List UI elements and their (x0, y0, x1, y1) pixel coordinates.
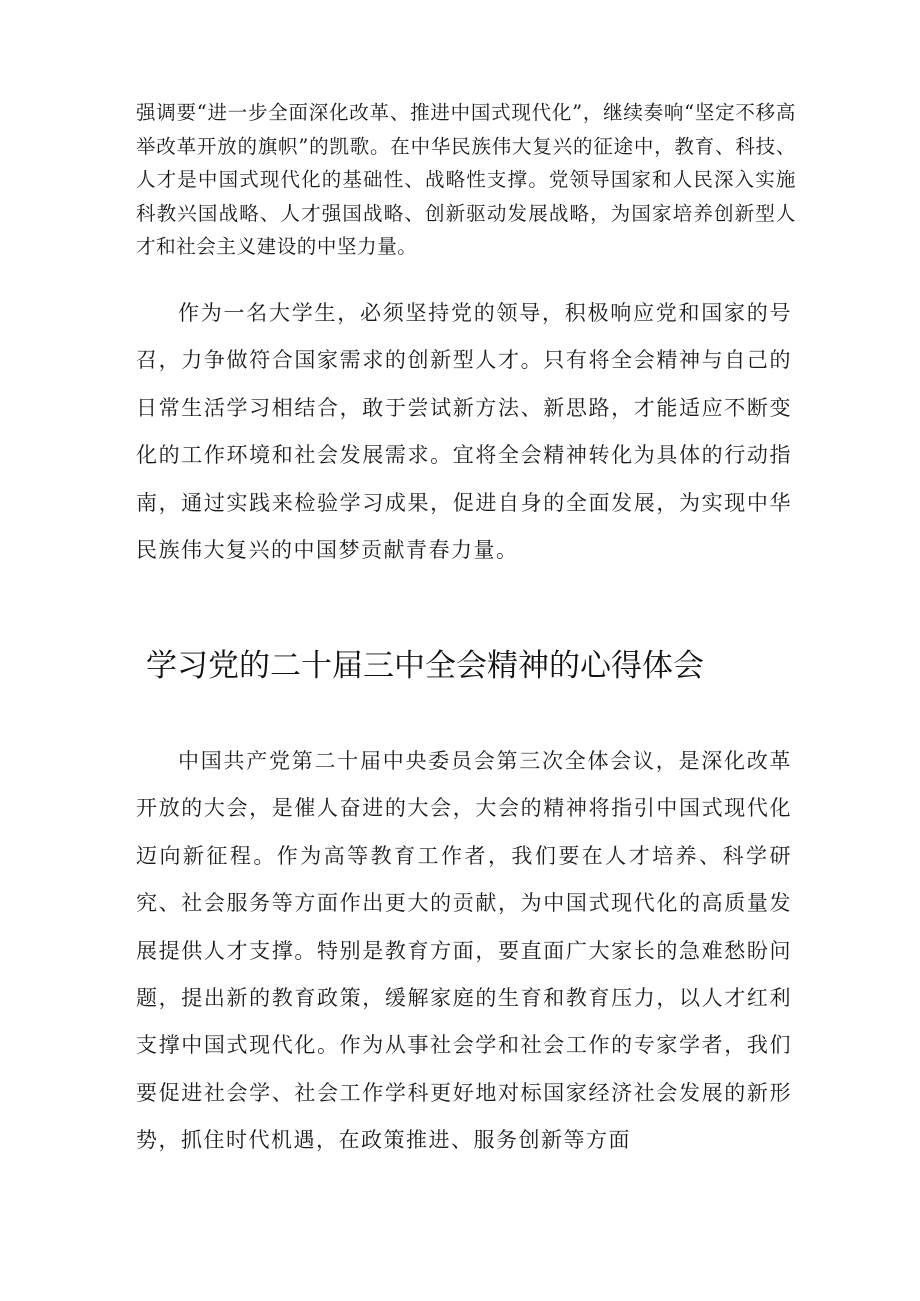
section-heading: 学习党的二十届三中全会精神的心得体会 (146, 648, 704, 684)
paragraph-university-student: 作为一名大学生，必须坚持党的领导，积极响应党和国家的号召，力争做符合国家需求的创新型人才。只有将全会精神与自己的日常生活学习相结合，敢于尝试新方法、新思路，才能适应不断变化的工作环境和社会发展需求。宜将全会精神转化为具体的行动指南，通过实践来检验学习成果，促进自身的全面发展，为实现中华民族伟大复兴的中国梦贡献青春力量。 (136, 301, 792, 563)
paragraph-plenary-session: 中国共产党第二十届中央委员会第三次全体会议，是深化改革开放的大会，是催人奋进的大会，大会的精神将指引中国式现代化迈向新征程。作为高等教育工作者，我们要在人才培养、科学研究、社会服务等方面作出更大的贡献，为中国式现代化的高质量发展提供人才支撑。特别是教育方面，要直面广大家长的急难愁盼问题，提出新的教育政策，缓解家庭的生育和教育压力，以人才红利支撑中国式现代化。作为从事社会学和社会工作的专家学者，我们要促进社会学、社会工作学科更好地对标国家经济社会发展的新形势，抓住时代机遇，在政策推进、服务创新等方面 (136, 749, 792, 1153)
paragraph-reform-opening: 强调要“进一步全面深化改革、推进中国式现代化”，继续奏响“坚定不移高举改革开放的旗帜”的凯歌。在中华民族伟大复兴的征途中，教育、科技、人才是中国式现代化的基础性、战略性支撑。党领导国家和人民深入实施科教兴国战略、人才强国战略、创新驱动发展战略，为国家培养创新型人才和社会主义建设的中坚力量。 (136, 101, 796, 258)
